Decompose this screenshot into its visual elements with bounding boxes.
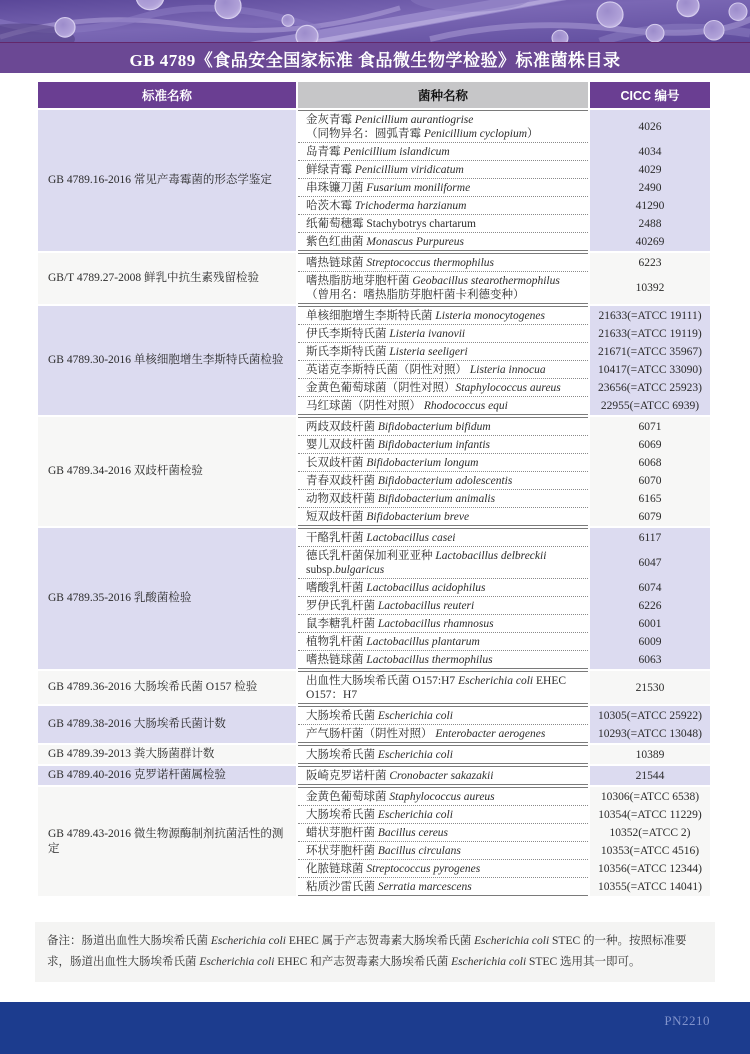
strain-name-cell: 金灰青霉 Penicillium aurantiogrise （同物异名：圆弧青霉 Penicillium cyclopium） — [298, 110, 588, 143]
standard-group — [38, 306, 710, 415]
strain-name-cell: 斯氏李斯特氏菌 Listeria seeligeri — [298, 343, 588, 361]
strain-name-cell: 阪崎克罗诺杆菌 Cronobacter sakazakii — [298, 766, 588, 785]
strain-name-cell: 干酪乳杆菌 Lactobacillus casei — [298, 528, 588, 547]
cicc-number-cell: 6074 — [590, 579, 710, 597]
standard-name-cell: GB 4789.39-2013 粪大肠菌群计数 — [38, 745, 296, 764]
cicc-number-cell: 6226 — [590, 597, 710, 615]
header-micrograph-image — [0, 0, 750, 43]
cicc-number-cell: 10417(=ATCC 33090) — [590, 361, 710, 379]
cicc-number-cell: 10352(=ATCC 2) — [590, 824, 710, 842]
strain-name-cell: 产气肠杆菌（阴性对照） Enterobacter aerogenes — [298, 725, 588, 743]
standard-group — [38, 787, 710, 896]
cicc-number-cell: 10354(=ATCC 11229) — [590, 806, 710, 824]
strain-name-cell: 粘质沙雷氏菌 Serratia marcescens — [298, 878, 588, 896]
standard-group — [38, 528, 710, 669]
strain-name-cell: 出血性大肠埃希氏菌 O157:H7 Escherichia coli EHEC O157：H7 — [298, 671, 588, 704]
standard-name-cell: GB 4789.35-2016 乳酸菌检验 — [38, 528, 296, 669]
cicc-number-cell: 6069 — [590, 436, 710, 454]
footer-code: PN2210 — [664, 1013, 710, 1028]
page-title: GB 4789《食品安全国家标准 食品微生物学检验》标准菌株目录 — [129, 50, 621, 70]
remark-note: 备注：肠道出血性大肠埃希氏菌 Escherichia coli EHEC 属于产志贺毒素大肠埃希氏菌 Escherichia coli STEC 的一种。按照标准要求，肠道出血性大肠埃希氏菌 Escherichia coli EHEC 和产志贺毒素大肠埃希氏菌 Escherichia coli STEC 选用其一即可。 — [35, 922, 715, 982]
cicc-number-cell: 10306(=ATCC 6538) — [590, 787, 710, 806]
standard-name-cell: GB 4789.34-2016 双歧杆菌检验 — [38, 417, 296, 526]
cicc-number-cell: 40269 — [590, 233, 710, 251]
standard-group — [38, 417, 710, 526]
strain-name-cell: 哈茨木霉 Trichoderma harzianum — [298, 197, 588, 215]
strain-name-cell: 串珠镰刀菌 Fusarium moniliforme — [298, 179, 588, 197]
standard-name-cell: GB/T 4789.27-2008 鲜乳中抗生素残留检验 — [38, 253, 296, 304]
cicc-number-cell: 6063 — [590, 651, 710, 669]
standard-name-cell: GB 4789.36-2016 大肠埃希氏菌 O157 检验 — [38, 671, 296, 704]
strain-name-cell: 紫色红曲菌 Monascus Purpureus — [298, 233, 588, 251]
cicc-number-cell: 4026 — [590, 110, 710, 143]
cicc-number-cell: 21544 — [590, 766, 710, 785]
cicc-number-cell: 10389 — [590, 745, 710, 764]
cicc-number-cell: 6071 — [590, 417, 710, 436]
strain-name-cell: 金黄色葡萄球菌（阴性对照）Staphylococcus aureus — [298, 379, 588, 397]
page-title-bar — [0, 43, 750, 73]
cicc-number-cell: 21530 — [590, 671, 710, 704]
strain-name-cell: 德氏乳杆菌保加利亚亚种 Lactobacillus delbreckii subsp.bulgaricus — [298, 547, 588, 579]
strain-name-cell: 植物乳杆菌 Lactobacillus plantarum — [298, 633, 588, 651]
column-header-standard: 标准名称 — [38, 82, 296, 108]
strain-name-cell: 嗜热链球菌 Lactobacillus thermophilus — [298, 651, 588, 669]
strain-name-cell: 长双歧杆菌 Bifidobacterium longum — [298, 454, 588, 472]
strain-name-cell: 伊氏李斯特氏菌 Listeria ivanovii — [298, 325, 588, 343]
cicc-number-cell: 10355(=ATCC 14041) — [590, 878, 710, 896]
cicc-number-cell: 21633(=ATCC 19119) — [590, 325, 710, 343]
standard-group — [38, 110, 710, 251]
cicc-number-cell: 6079 — [590, 508, 710, 526]
strain-name-cell: 大肠埃希氏菌 Escherichia coli — [298, 706, 588, 725]
cicc-number-cell: 10353(=ATCC 4516) — [590, 842, 710, 860]
cicc-number-cell: 41290 — [590, 197, 710, 215]
cicc-number-cell: 10356(=ATCC 12344) — [590, 860, 710, 878]
cicc-number-cell: 6070 — [590, 472, 710, 490]
strain-name-cell: 鼠李糖乳杆菌 Lactobacillus rhamnosus — [298, 615, 588, 633]
standard-name-cell: GB 4789.16-2016 常见产毒霉菌的形态学鉴定 — [38, 110, 296, 251]
cicc-number-cell: 23656(=ATCC 25923) — [590, 379, 710, 397]
cicc-number-cell: 6001 — [590, 615, 710, 633]
strain-name-cell: 金黄色葡萄球菌 Staphylococcus aureus — [298, 787, 588, 806]
column-header-strain: 菌种名称 — [298, 82, 588, 108]
strain-name-cell: 纸葡萄穗霉 Stachybotrys chartarum — [298, 215, 588, 233]
footer-bar — [0, 1002, 750, 1054]
cicc-number-cell: 4034 — [590, 143, 710, 161]
cicc-number-cell: 6009 — [590, 633, 710, 651]
strain-name-cell: 两歧双歧杆菌 Bifidobacterium bifidum — [298, 417, 588, 436]
strain-name-cell: 短双歧杆菌 Bifidobacterium breve — [298, 508, 588, 526]
strain-name-cell: 化脓链球菌 Streptococcus pyrogenes — [298, 860, 588, 878]
cicc-number-cell: 2488 — [590, 215, 710, 233]
strain-name-cell: 嗜热链球菌 Streptococcus thermophilus — [298, 253, 588, 272]
cicc-number-cell: 4029 — [590, 161, 710, 179]
standard-name-cell: GB 4789.40-2016 克罗诺杆菌属检验 — [38, 766, 296, 785]
standard-name-cell: GB 4789.38-2016 大肠埃希氏菌计数 — [38, 706, 296, 743]
strain-name-cell: 动物双歧杆菌 Bifidobacterium animalis — [298, 490, 588, 508]
strain-name-cell: 大肠埃希氏菌 Escherichia coli — [298, 745, 588, 764]
cicc-number-cell: 10305(=ATCC 25922) — [590, 706, 710, 725]
cicc-number-cell: 6117 — [590, 528, 710, 547]
strain-name-cell: 嗜热脂肪地芽胞杆菌 Geobacillus stearothermophilus （曾用名：嗜热脂肪芽胞杆菌卡利德变种） — [298, 272, 588, 304]
strain-name-cell: 青春双歧杆菌 Bifidobacterium adolescentis — [298, 472, 588, 490]
strain-name-cell: 单核细胞增生李斯特氏菌 Listeria monocytogenes — [298, 306, 588, 325]
table-body — [38, 110, 710, 896]
standard-name-cell: GB 4789.30-2016 单核细胞增生李斯特氏菌检验 — [38, 306, 296, 415]
strain-name-cell: 婴儿双歧杆菌 Bifidobacterium infantis — [298, 436, 588, 454]
strain-name-cell: 嗜酸乳杆菌 Lactobacillus acidophilus — [298, 579, 588, 597]
strain-name-cell: 英诺克李斯特氏菌（阴性对照） Listeria innocua — [298, 361, 588, 379]
cicc-number-cell: 21671(=ATCC 35967) — [590, 343, 710, 361]
standard-group — [38, 671, 710, 704]
strain-table — [38, 82, 710, 896]
table-header-row — [38, 82, 710, 108]
standard-name-cell: GB 4789.43-2016 微生物源酶制剂抗菌活性的测定 — [38, 787, 296, 896]
strain-name-cell: 马红球菌（阴性对照） Rhodococcus equi — [298, 397, 588, 415]
cicc-number-cell: 21633(=ATCC 19111) — [590, 306, 710, 325]
standard-group — [38, 766, 710, 785]
strain-name-cell: 鲜绿青霉 Penicillium viridicatum — [298, 161, 588, 179]
cicc-number-cell: 6223 — [590, 253, 710, 272]
column-header-cicc: CICC 编号 — [590, 82, 710, 108]
cicc-number-cell: 10392 — [590, 272, 710, 304]
standard-group — [38, 253, 710, 304]
standard-group — [38, 745, 710, 764]
strain-name-cell: 大肠埃希氏菌 Escherichia coli — [298, 806, 588, 824]
strain-name-cell: 岛青霉 Penicillium islandicum — [298, 143, 588, 161]
cicc-number-cell: 6047 — [590, 547, 710, 579]
strain-name-cell: 环状芽胞杆菌 Bacillus circulans — [298, 842, 588, 860]
strain-name-cell: 蜡状芽胞杆菌 Bacillus cereus — [298, 824, 588, 842]
cicc-number-cell: 10293(=ATCC 13048) — [590, 725, 710, 743]
cicc-number-cell: 6165 — [590, 490, 710, 508]
cicc-number-cell: 22955(=ATCC 6939) — [590, 397, 710, 415]
cicc-number-cell: 2490 — [590, 179, 710, 197]
strain-name-cell: 罗伊氏乳杆菌 Lactobacillus reuteri — [298, 597, 588, 615]
standard-group — [38, 706, 710, 743]
cicc-number-cell: 6068 — [590, 454, 710, 472]
